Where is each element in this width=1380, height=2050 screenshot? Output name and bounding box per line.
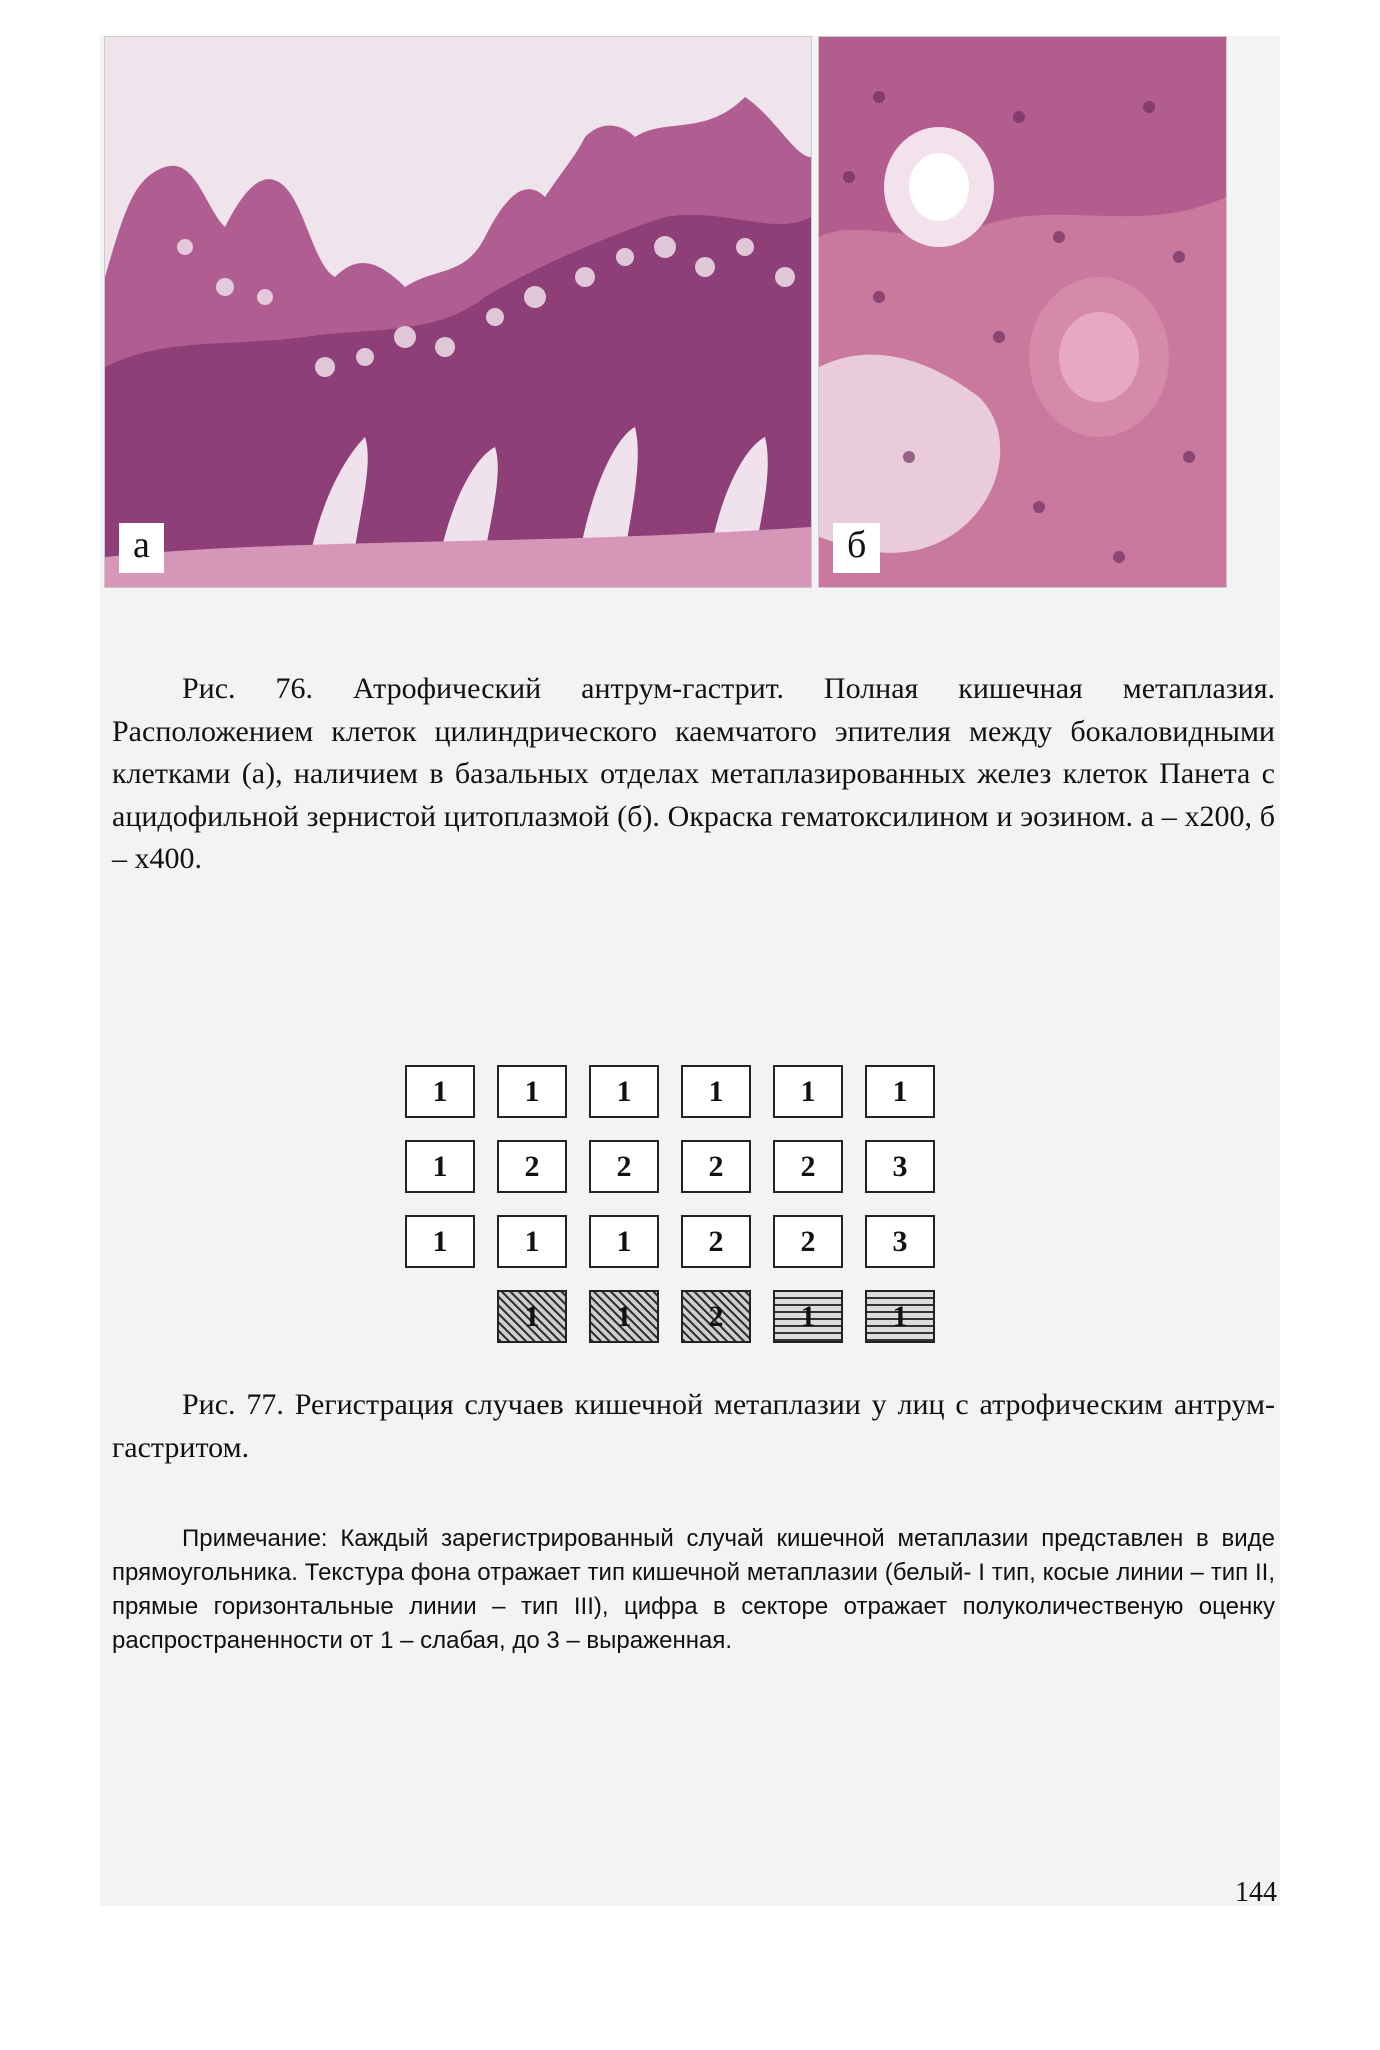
case-cell: 3	[865, 1140, 935, 1193]
micrograph-b-image	[819, 37, 1226, 587]
figure-77-note-text: Примечание: Каждый зарегистрированный случай кишечной метаплазии представлен в виде прямоугольника. Текстура фона отражает тип кишечной метаплазии (белый- I тип, косые линии – тип II, прямые горизонтальные линии – тип III), цифра в секторе отражает полуколичественую оценку распространенности от 1 – слабая, до 3 – выраженная.	[112, 1525, 1275, 1655]
micrograph-b-label: б	[833, 523, 880, 573]
case-cell: 2	[681, 1290, 751, 1343]
case-cell: 1	[865, 1290, 935, 1343]
case-cell: 1	[681, 1065, 751, 1118]
case-cell: 2	[681, 1140, 751, 1193]
case-cell: 1	[497, 1215, 567, 1268]
case-cell: 1	[405, 1065, 475, 1118]
case-cell: 1	[405, 1140, 475, 1193]
figure-77-note	[112, 1522, 1275, 1658]
case-cell: 1	[497, 1065, 567, 1118]
case-cell: 1	[773, 1290, 843, 1343]
case-cell: 1	[589, 1065, 659, 1118]
case-cell: 1	[773, 1065, 843, 1118]
case-cell: 2	[589, 1140, 659, 1193]
case-cell: 1	[497, 1290, 567, 1343]
micrograph-a-label: а	[119, 523, 164, 573]
case-cell: 1	[589, 1290, 659, 1343]
metaplasia-cases-grid	[405, 1065, 935, 1343]
case-cell: 2	[773, 1215, 843, 1268]
page-number: 144	[1235, 1877, 1277, 1908]
case-cell: 2	[681, 1215, 751, 1268]
case-cell: 3	[865, 1215, 935, 1268]
case-cell: 1	[589, 1215, 659, 1268]
case-cell: 1	[405, 1215, 475, 1268]
figure-77-caption: Рис. 77. Регистрация случаев кишечной метаплазии у лиц с атрофическим антрум-гастритом.	[112, 1388, 1275, 1464]
micrograph-a	[104, 36, 812, 588]
micrograph-a-image	[105, 37, 811, 587]
case-cell: 2	[497, 1140, 567, 1193]
grid-empty-cell	[405, 1290, 475, 1343]
case-cell: 2	[773, 1140, 843, 1193]
micrograph-b	[818, 36, 1227, 588]
figure-76-caption: Рис. 76. Атрофический антрум-гастрит. Полная кишечная метаплазия. Расположением клеток цилиндрического каемчатого эпителия между бокаловидными клетками (а), наличием в базальных отделах метаплазированных желез клеток Панета с ацидофильной зернистой цитоплазмой (б). Окраска гематоксилином и эозином. а – х200, б – х400.	[112, 672, 1275, 876]
case-cell: 1	[865, 1065, 935, 1118]
